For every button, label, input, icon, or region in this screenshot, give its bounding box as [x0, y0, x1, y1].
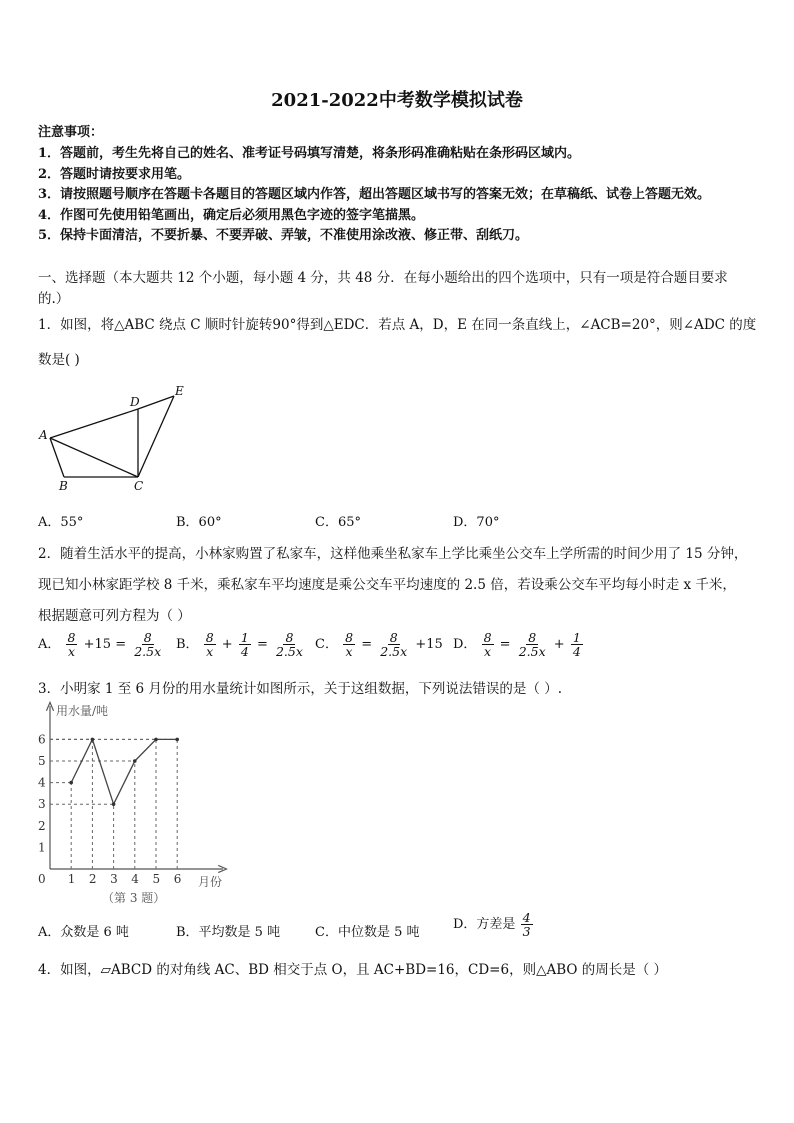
math-operator: +15 = [83, 637, 127, 652]
y-tick-label: 2 [38, 818, 46, 833]
segment-ec [138, 396, 174, 477]
fraction-numerator: 8 [285, 630, 294, 645]
chart-caption: （第 3 题） [102, 891, 166, 905]
q2-option-b [176, 631, 306, 658]
fraction-numerator: 8 [528, 630, 537, 645]
q1-triangle-figure [36, 382, 196, 494]
fraction-denominator: x [345, 644, 353, 659]
fraction-numerator: 8 [389, 630, 398, 645]
math-operator: + [221, 637, 233, 652]
series-line [71, 739, 177, 804]
q3-line-chart [30, 700, 230, 910]
fraction-denominator: x [206, 644, 214, 659]
y-tick-label: 4 [38, 775, 46, 790]
notice-heading: 注意事项： [38, 125, 104, 140]
q2-option-d [453, 631, 584, 658]
fraction-numerator: 4 [522, 910, 531, 925]
fraction-numerator: 1 [240, 630, 249, 645]
data-point [154, 738, 158, 742]
x-tick-label: 6 [173, 872, 182, 886]
x-tick-label: 3 [110, 872, 118, 886]
data-point [112, 802, 116, 806]
fraction-numerator: 8 [205, 630, 214, 645]
q1-text: 1．如图，将△ABC 绕点 C 顺时针旋转90°得到△EDC．若点 A，D，E 在同一条直线上，∠ACB=20°，则∠ADC 的度 [38, 317, 757, 333]
data-point [133, 759, 137, 763]
q2-option-a [38, 631, 164, 658]
fraction-denominator: 4 [240, 644, 249, 659]
point-label-e: E [175, 384, 184, 398]
segment-ad [50, 409, 138, 438]
q3-option-d [453, 911, 534, 938]
fraction-numerator: 8 [345, 630, 354, 645]
fraction-numerator: 8 [143, 630, 152, 645]
q2-option-b-label: B． [176, 637, 199, 652]
fraction-denominator: 2.5x [134, 644, 162, 659]
notice-item-3: 3．请按照题号顺序在答题卡各题目的答题区域内作答，超出答题区域书写的答案无效；在草稿纸、试卷上答题无效。 [38, 187, 711, 202]
q3-option-b: B．平均数是 5 吨 [176, 925, 281, 940]
point-label-a: A [39, 428, 48, 442]
q3-option-a: A．众数是 6 吨 [38, 925, 129, 940]
q2-text: 2．随着生活水平的提高，小林家购置了私家车，这样他乘坐私家车上学比乘坐公交车上学所需的时间少用了 15 分钟， [38, 546, 748, 562]
data-point [91, 738, 95, 742]
q2-option-a-label: A． [38, 637, 61, 652]
fraction-denominator: x [67, 644, 76, 659]
math-operator: = [361, 637, 373, 652]
x-tick-label: 2 [88, 872, 97, 886]
fraction-denominator: 4 [572, 644, 581, 659]
notice-item-2: 2．答题时请按要求用笔。 [38, 167, 191, 182]
fraction-numerator: 8 [67, 630, 76, 645]
y-tick-label: 6 [38, 732, 46, 747]
q3-text: 3．小明家 1 至 6 月份的用水量统计如图所示，关于这组数据，下列说法错误的是（ ）. [38, 681, 563, 697]
y-tick-label: 3 [38, 797, 46, 812]
page-title: 2021-2022中考数学模拟试卷 [271, 90, 523, 111]
q1-option-a: A．55° [38, 515, 84, 530]
x-tick-label: 4 [131, 872, 139, 886]
point-label-c: C [134, 479, 144, 493]
fraction-denominator: 2.5x [275, 644, 303, 659]
fraction-denominator: 2.5x [518, 644, 546, 659]
q2-text-cont-2: 根据题意可列方程为（ ） [38, 608, 191, 624]
x-tick-label: 5 [152, 872, 161, 886]
q2-option-d-label: D． [453, 637, 477, 652]
q2-text-cont: 现已知小林家距学校 8 千米，乘私家车平均速度是乘公交车平均速度的 2.5 倍，若设乘公交车平均每小时走 x 千米， [38, 577, 736, 593]
notice-item-1: 1．答题前，考生先将自己的姓名、准考证号码填写清楚，将条形码准确粘贴在条形码区域内。 [38, 146, 581, 161]
data-point [175, 738, 179, 742]
fraction-denominator: 2.5x [380, 644, 408, 659]
q4-text: 4．如图，▱ABCD 的对角线 AC、BD 相交于点 O，且 AC+BD=16，CD=6，则△ABO 的周长是（ ） [38, 962, 668, 978]
q1-option-d: D．70° [453, 515, 500, 530]
q3-option-c: C．中位数是 5 吨 [315, 925, 420, 940]
y-tick-label: 1 [38, 840, 46, 855]
q2-option-c-label: C． [315, 637, 338, 652]
point-label-d: D [130, 395, 140, 409]
x-axis-label: 月份 [198, 875, 223, 889]
math-operator: = [499, 637, 511, 652]
fraction-numerator: 1 [572, 630, 581, 645]
q1-text-cont: 数是( ) [38, 352, 80, 368]
section-heading-cont: 的.） [38, 291, 70, 307]
notice-item-5: 5．保持卡面清洁，不要折暴、不要弄破、弄皱，不准使用涂改液、修正带、刮纸刀。 [38, 228, 529, 243]
notice-item-4: 4．作图可先使用铅笔画出，确定后必须用黑色字迹的签字笔描黑。 [38, 208, 425, 223]
q3-option-d-label: D．方差是 [453, 917, 516, 932]
point-label-b: B [59, 479, 68, 493]
math-operator: = [256, 637, 268, 652]
q1-option-b: B．60° [176, 515, 222, 530]
fraction-denominator: x [484, 644, 492, 659]
fraction-denominator: 3 [522, 924, 531, 939]
y-axis-label: 用水量/吨 [56, 704, 109, 718]
q1-option-c: C．65° [315, 515, 361, 530]
math-operator: +15 [415, 637, 443, 652]
segment-ac [50, 438, 138, 477]
section-heading: 一、选择题（本大题共 12 个小题，每小题 4 分，共 48 分．在每小题给出的四个选项中，只有一项是符合题目要求 [38, 270, 728, 286]
x-tick-label: 0 [38, 872, 46, 886]
fraction-numerator: 8 [483, 630, 492, 645]
x-tick-label: 1 [67, 872, 76, 886]
y-tick-label: 5 [38, 754, 46, 768]
q2-option-c [315, 631, 444, 658]
math-operator: + [553, 637, 565, 652]
data-point [69, 781, 73, 785]
